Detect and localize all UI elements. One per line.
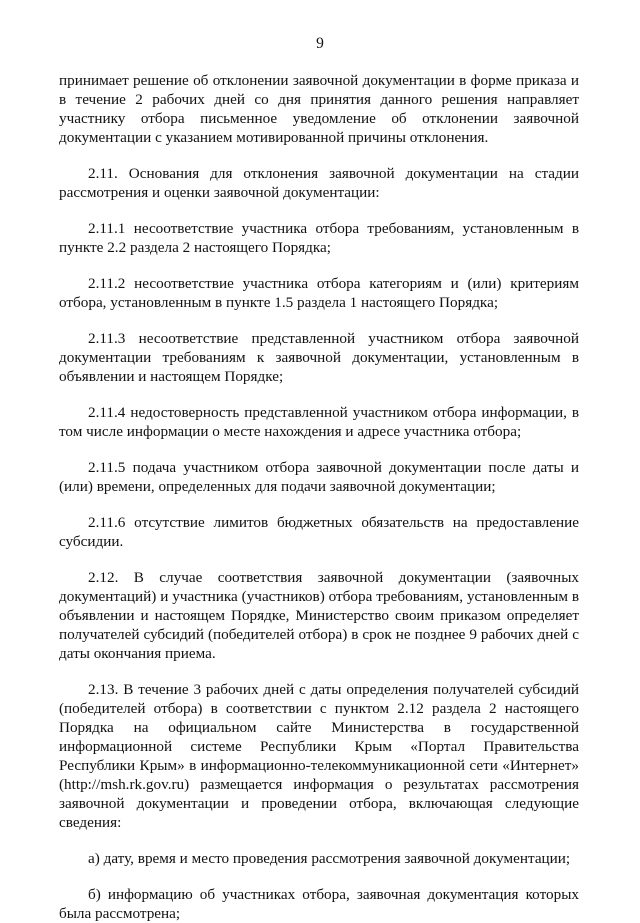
paragraph-2-11-2: 2.11.2 несоответствие участника отбора категориям и (или) критериям отбора, установленным в пункте 1.5 раздела 1 настоящего Порядка;: [59, 275, 579, 311]
paragraph-continuation: принимает решение об отклонении заявочной документации в форме приказа и в течение 2 рабочих дней со дня принятия данного решения направляет участнику отбора письменное уведомление об отклонении заявочной документации с указанием мотивированной причины отклонения.: [59, 72, 579, 146]
page-number: 9: [316, 35, 324, 52]
paragraph-2-11-3: 2.11.3 несоответствие представленной участником отбора заявочной документации требованиям к заявочной документации, установленным в объявлении и настоящем Порядке;: [59, 330, 579, 385]
paragraph-2-13: 2.13. В течение 3 рабочих дней с даты определения получателей субсидий (победителей отбора) в соответствии с пунктом 2.12 раздела 2 настоящего Порядка на официальном сайте Министерства в государственной информационной системе Республики Крым «Портал Правительства Республики Крым» в информационно-телекоммуникационной сети «Интернет» (http://msh.rk.gov.ru) размещается информация о результатах рассмотрения заявочной документации и проведении отбора, включающая следующие сведения:: [59, 681, 579, 831]
paragraph-item-b: б) информацию об участниках отбора, заявочная документация которых была рассмотрена;: [59, 886, 579, 922]
paragraph-item-a: а) дату, время и место проведения рассмотрения заявочной документации;: [88, 850, 571, 867]
paragraph-2-11-6: 2.11.6 отсутствие лимитов бюджетных обязательств на предоставление субсидии.: [59, 514, 579, 550]
paragraph-2-11-4: 2.11.4 недостоверность представленной участником отбора информации, в том числе информации о месте нахождения и адресе участника отбора;: [59, 404, 579, 440]
paragraph-2-11: 2.11. Основания для отклонения заявочной документации на стадии рассмотрения и оценки заявочной документации:: [59, 165, 579, 201]
paragraph-2-11-5: 2.11.5 подача участником отбора заявочной документации после даты и (или) времени, определенных для подачи заявочной документации;: [59, 459, 579, 495]
paragraph-2-11-1: 2.11.1 несоответствие участника отбора требованиям, установленным в пункте 2.2 раздела 2 настоящего Порядка;: [59, 220, 579, 256]
document-body: [59, 71, 579, 923]
paragraph-2-12: 2.12. В случае соответствия заявочной документации (заявочных документаций) и участника (участников) отбора требованиям, установленным в объявлении и настоящем Порядке, Министерство своим приказом определяет получателей субсидий (победителей отбора) в срок не позднее 9 рабочих дней с даты окончания приема.: [59, 569, 579, 662]
